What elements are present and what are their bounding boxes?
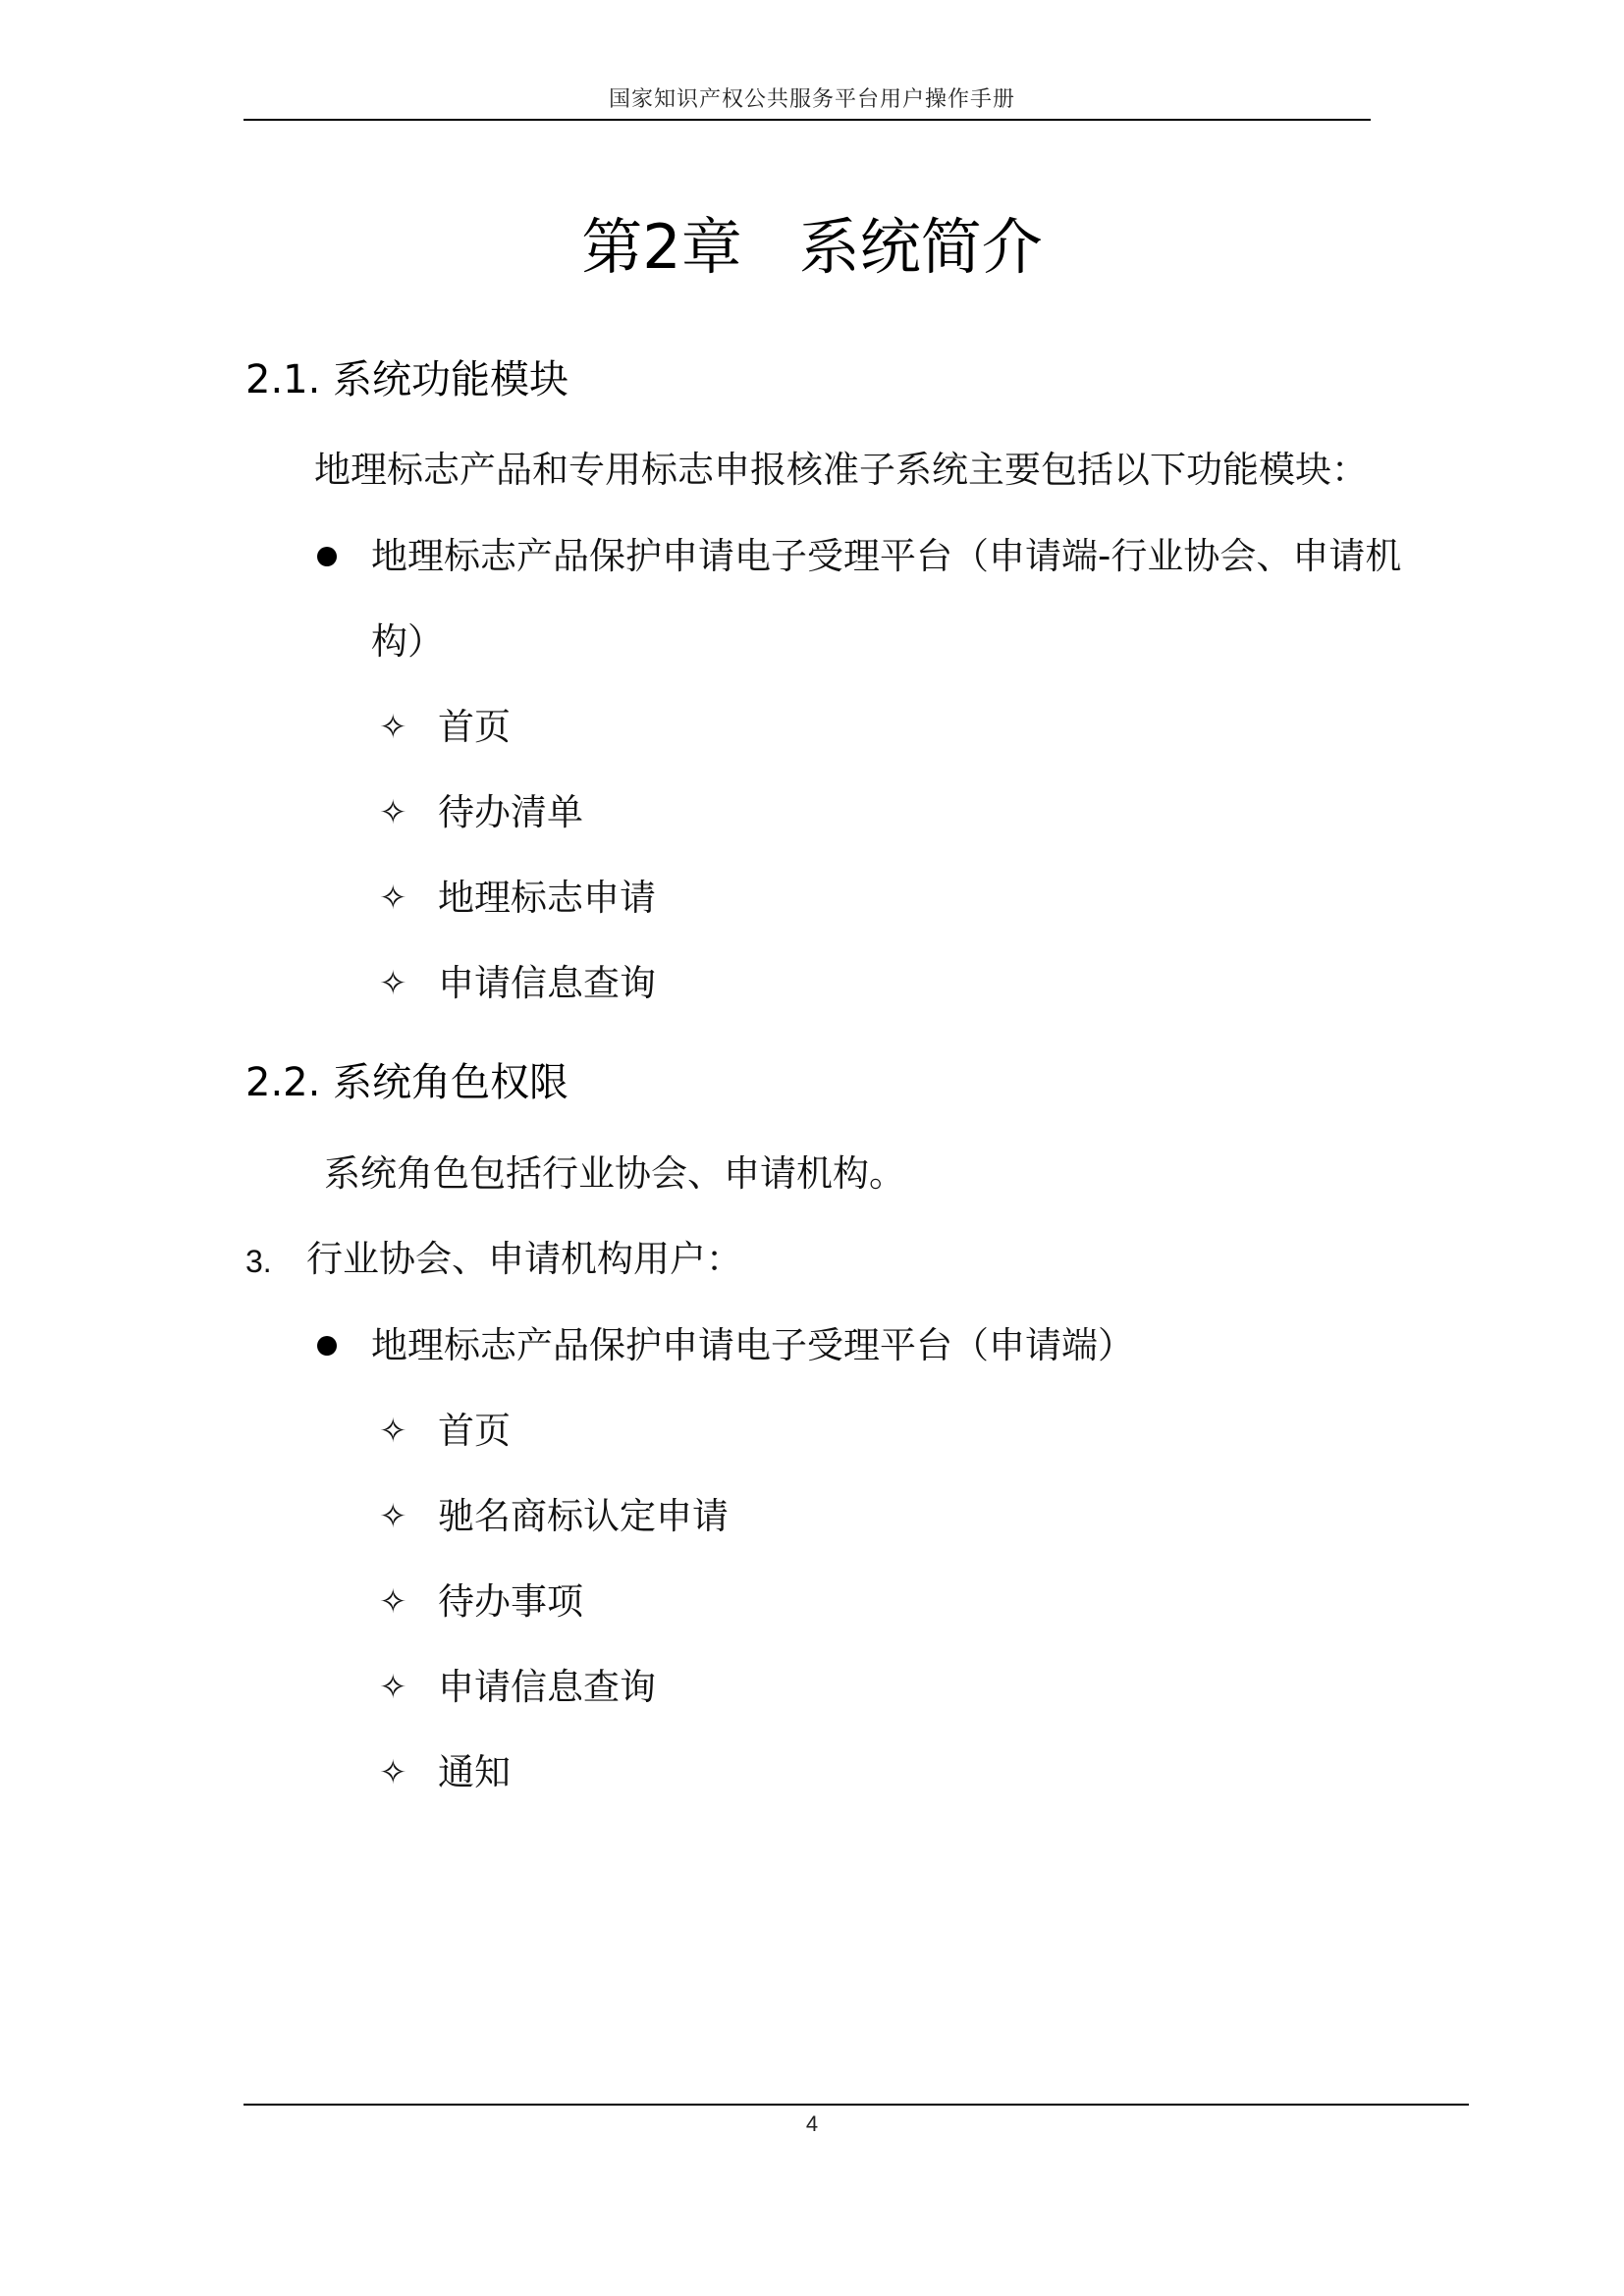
section-2-2-intro: 系统角色包括行业协会、申请机构。 (324, 1152, 905, 1195)
section-3-number: 3. (245, 1244, 272, 1279)
chapter-name: 系统简介 (798, 211, 1043, 283)
diamond-bullet-icon: ✧ (379, 879, 407, 918)
section-heading-2-1: 2.1. 系统功能模块 (245, 357, 569, 402)
header-divider (244, 119, 1371, 121)
running-header: 国家知识产权公共服务平台用户操作手册 (608, 87, 1015, 112)
diamond-bullet-icon: ✧ (379, 1497, 407, 1536)
section-2-1-bullet-line2: 构） (371, 620, 444, 663)
list-item: 待办清单 (438, 791, 583, 833)
chapter-title (0, 208, 1624, 287)
diamond-bullet-icon: ✧ (379, 1582, 407, 1622)
list-item: 首页 (438, 706, 511, 748)
diamond-bullet-icon: ✧ (379, 1668, 407, 1707)
section-3-bullet: 地理标志产品保护申请电子受理平台（申请端） (371, 1324, 1134, 1366)
diamond-bullet-icon: ✧ (379, 1412, 407, 1451)
section-3-title: 行业协会、申请机构用户： (306, 1238, 742, 1280)
section-2-1-bullet-line1: 地理标志产品保护申请电子受理平台（申请端-行业协会、申请机 (371, 535, 1402, 577)
section-2-1-intro: 地理标志产品和专用标志申报核准子系统主要包括以下功能模块： (314, 449, 1368, 491)
list-item: 申请信息查询 (438, 962, 656, 1004)
list-item: 申请信息查询 (438, 1666, 656, 1708)
footer-divider (244, 2104, 1469, 2106)
list-item: 首页 (438, 1410, 511, 1452)
bullet-dot-icon (317, 1336, 337, 1356)
page-number: 4 (805, 2111, 819, 2136)
diamond-bullet-icon: ✧ (379, 1753, 407, 1792)
bullet-dot-icon (317, 547, 337, 566)
section-heading-2-2: 2.2. 系统角色权限 (245, 1060, 569, 1105)
list-item: 地理标志申请 (438, 877, 656, 919)
diamond-bullet-icon: ✧ (379, 964, 407, 1003)
chapter-number: 第2章 (581, 211, 742, 283)
list-item: 待办事项 (438, 1580, 583, 1623)
diamond-bullet-icon: ✧ (379, 708, 407, 747)
diamond-bullet-icon: ✧ (379, 793, 407, 832)
list-item: 驰名商标认定申请 (438, 1495, 729, 1537)
list-item: 通知 (438, 1751, 511, 1793)
